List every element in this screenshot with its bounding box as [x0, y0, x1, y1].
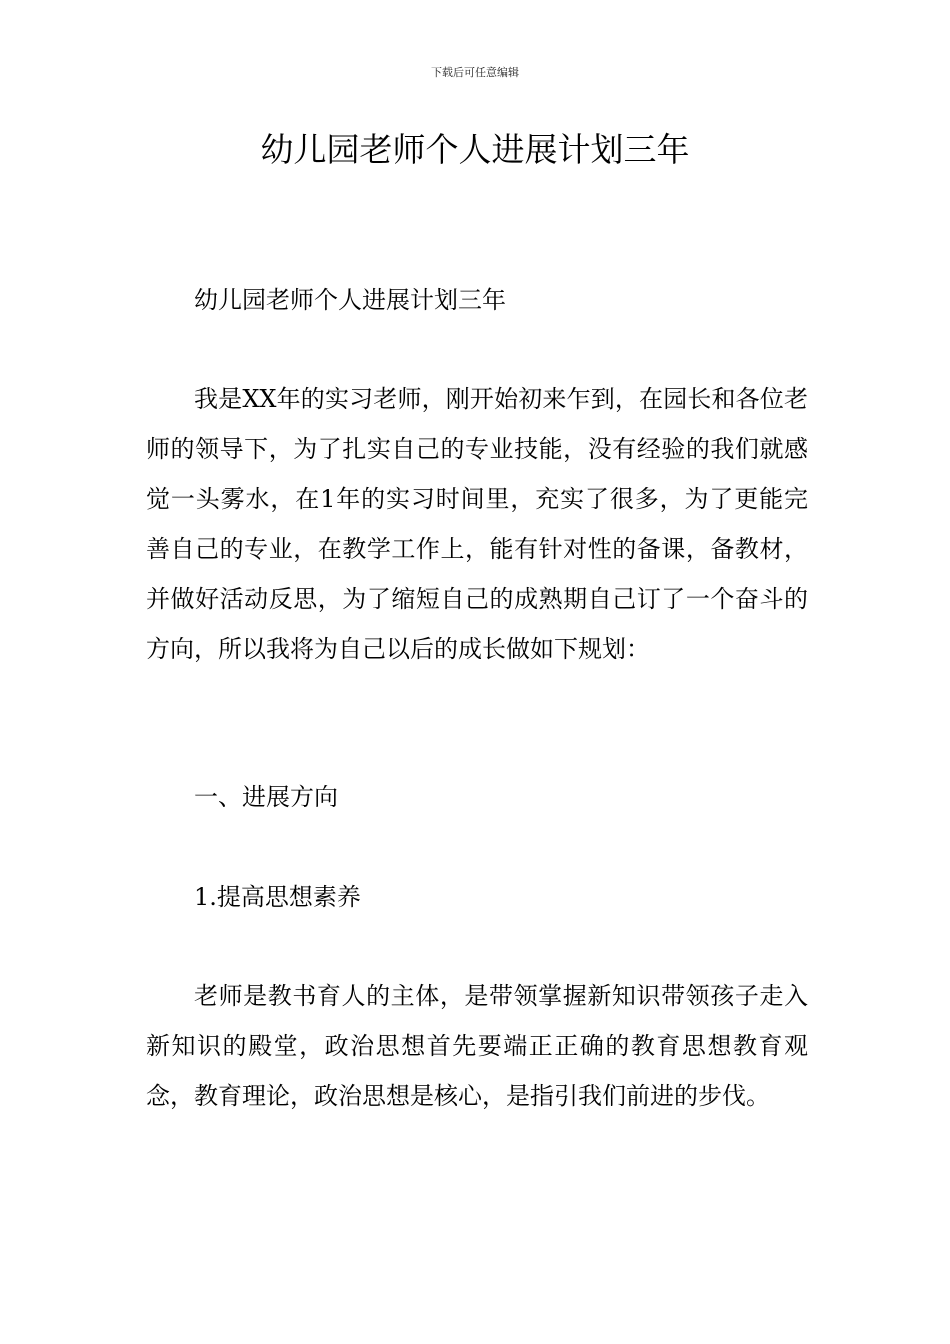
- subsection-heading-ideology: 1.提高思想素养: [194, 883, 361, 911]
- paragraph-ideology: 老师是教书育人的主体，是带领掌握新知识带领孩子走入新知识的殿堂，政治思想首先要端正正确的教育思想教育观念，教育理论，政治思想是核心，是指引我们前进的步伐。: [146, 982, 808, 1110]
- document-title: 幼儿园老师个人进展计划三年: [260, 130, 690, 169]
- paragraph-intro: 我是XX年的实习老师，刚开始初来乍到，在园长和各位老师的领导下，为了扎实自己的专业技能，没有经验的我们就感觉一头雾水，在1年的实习时间里，充实了很多，为了更能完善自己的专业，在教学工作上，能有针对性的备课，备教材，并做好活动反思，为了缩短自己的成熟期自己订了一个奋斗的方向，所以我将为自己以后的成长做如下规划：: [146, 385, 808, 663]
- section-heading-direction: 一、进展方向: [194, 783, 338, 811]
- header-note: 下载后可任意编辑: [431, 66, 519, 79]
- paragraph-subtitle: 幼儿园老师个人进展计划三年: [194, 286, 506, 314]
